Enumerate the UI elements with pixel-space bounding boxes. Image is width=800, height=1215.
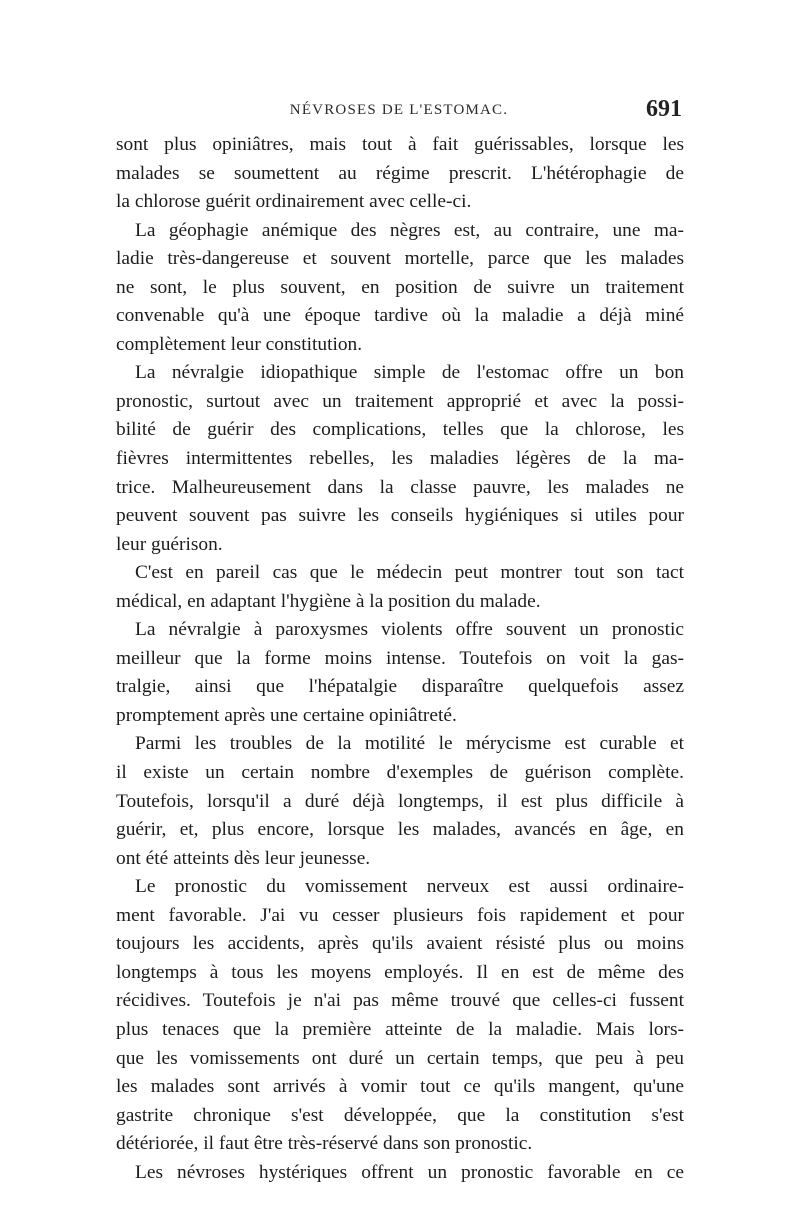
body-text [116, 131, 684, 1187]
text-line: que les vomissements ont duré un certain temps, que peu à peu [116, 1047, 684, 1069]
text-line: La géophagie anémique des nègres est, au contraire, une ma- [135, 219, 684, 241]
text-line: gastrite chronique s'est développée, que la constitution s'est [116, 1104, 684, 1126]
text-line: il existe un certain nombre d'exemples de guérison complète. [116, 762, 684, 784]
text-line: malades se soumettent au régime prescrit. L'hétérophagie de [116, 162, 684, 184]
text-line: ladie très-dangereuse et souvent mortelle, parce que les malades [116, 248, 684, 270]
text-line: tralgie, ainsi que l'hépatalgie disparaître quelquefois assez [116, 676, 684, 698]
text-line: peuvent souvent pas suivre les conseils hygiéniques si utiles pour [116, 505, 684, 527]
text-line: promptement après une certaine opiniâtreté. [116, 704, 457, 726]
text-line: plus tenaces que la première atteinte de la maladie. Mais lors- [116, 1018, 684, 1040]
text-line: ont été atteints dès leur jeunesse. [116, 847, 371, 869]
running-head [116, 96, 682, 126]
text-line: détériorée, il faut être très-réservé dans son pronostic. [116, 1133, 533, 1155]
text-line: La névralgie idiopathique simple de l'estomac offre un bon [135, 362, 684, 384]
text-line: les malades sont arrivés à vomir tout ce qu'ils mangent, qu'une [116, 1076, 684, 1098]
page-number: 691 [646, 96, 682, 122]
text-line: récidives. Toutefois je n'ai pas même trouvé que celles-ci fussent [116, 990, 684, 1012]
text-line: longtemps à tous les moyens employés. Il en est de même des [116, 961, 684, 983]
text-line: C'est en pareil cas que le médecin peut montrer tout son tact [135, 562, 684, 584]
text-line: La névralgie à paroxysmes violents offre souvent un pronostic [135, 619, 684, 641]
text-line: convenable qu'à une époque tardive où la maladie a déjà miné [116, 305, 684, 327]
text-line: trice. Malheureusement dans la classe pauvre, les malades ne [116, 476, 684, 498]
text-line: fièvres intermittentes rebelles, les maladies légères de la ma- [116, 448, 684, 470]
text-line: Les névroses hystériques offrent un pronostic favorable en ce [135, 1161, 684, 1183]
text-line: guérir, et, plus encore, lorsque les malades, avancés en âge, en [116, 819, 684, 841]
text-line: pronostic, surtout avec un traitement approprié et avec la possi- [116, 390, 684, 412]
text-line: complètement leur constitution. [116, 333, 363, 355]
text-line: meilleur que la forme moins intense. Toutefois on voit la gas- [116, 647, 684, 669]
text-line: ne sont, le plus souvent, en position de suivre un traitement [116, 276, 684, 298]
running-title: NÉVROSES DE L'ESTOMAC. [289, 102, 509, 118]
text-line: Le pronostic du vomissement nerveux est aussi ordinaire- [135, 876, 684, 898]
text-line: médical, en adaptant l'hygiène à la position du malade. [116, 590, 541, 612]
text-line: sont plus opiniâtres, mais tout à fait guérissables, lorsque les [116, 134, 684, 155]
text-line: ment favorable. J'ai vu cesser plusieurs fois rapidement et pour [116, 904, 684, 926]
text-line: Parmi les troubles de la motilité le mérycisme est curable et [135, 733, 684, 755]
text-line: Toutefois, lorsqu'il a duré déjà longtemps, il est plus difficile à [116, 790, 684, 812]
text-line: toujours les accidents, après qu'ils avaient résisté plus ou moins [116, 933, 684, 955]
text-line: leur guérison. [116, 533, 223, 555]
text-line: bilité de guérir des complications, telles que la chlorose, les [116, 419, 684, 441]
text-line: la chlorose guérit ordinairement avec celle-ci. [116, 191, 472, 213]
